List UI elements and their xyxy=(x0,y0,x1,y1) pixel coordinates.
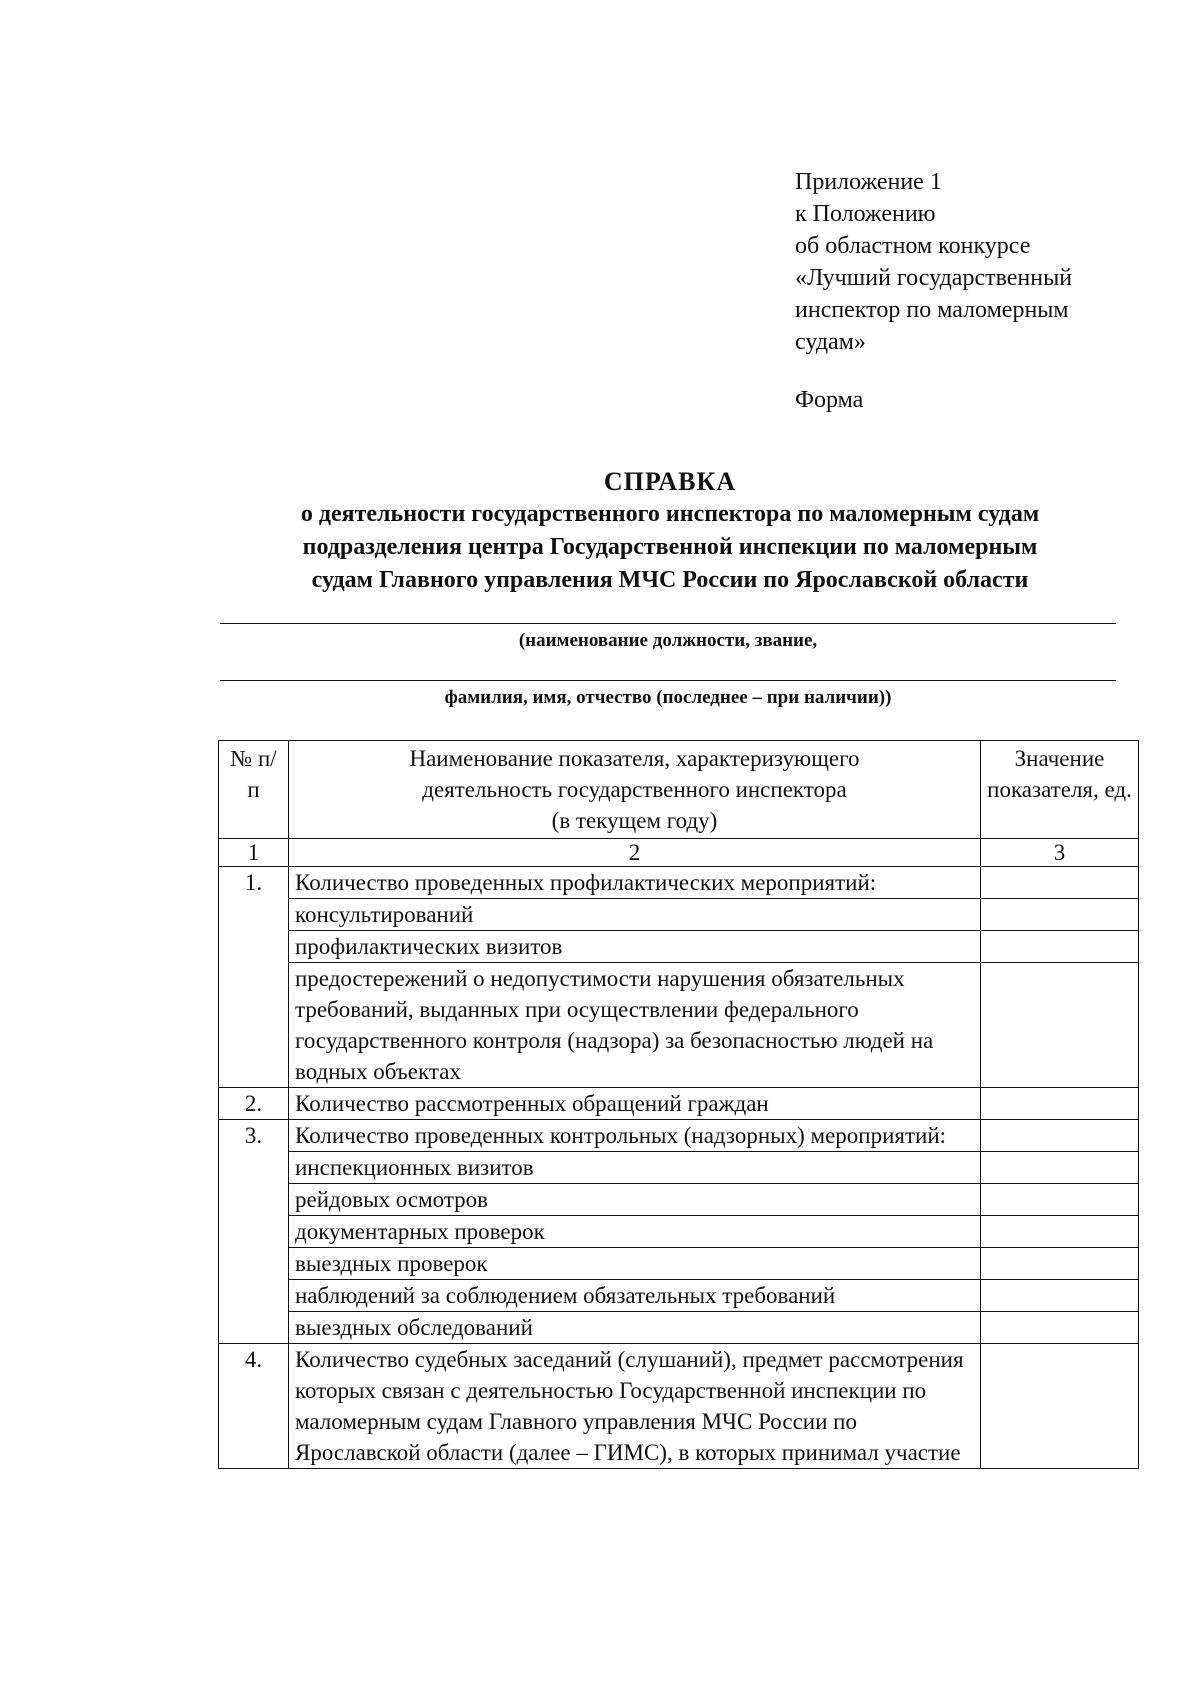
row-number xyxy=(219,1152,289,1184)
row-value-cell[interactable] xyxy=(981,867,1139,899)
title-line: подразделения центра Государственной инспекции по маломерным xyxy=(302,534,1038,560)
table-row xyxy=(219,1344,1139,1469)
table-row xyxy=(219,899,1139,931)
table-row xyxy=(219,867,1139,899)
header-number: № п/п xyxy=(219,741,289,839)
row-number: 2. xyxy=(219,1088,289,1120)
row-number xyxy=(219,1248,289,1280)
row-value-cell[interactable] xyxy=(981,963,1139,1088)
row-number xyxy=(219,963,289,1088)
appendix-block xyxy=(795,166,1072,358)
row-indicator: Количество рассмотренных обращений граждан xyxy=(289,1088,981,1120)
header-indicator-line: (в текущем году) xyxy=(551,808,718,833)
appendix-line: инспектор по маломерным xyxy=(795,297,1069,323)
indicators-table xyxy=(218,740,1139,1469)
row-value-cell[interactable] xyxy=(981,1152,1139,1184)
row-value-cell[interactable] xyxy=(981,1248,1139,1280)
document-title xyxy=(180,466,1160,597)
table-row xyxy=(219,1088,1139,1120)
header-indicator xyxy=(289,741,981,839)
row-indicator: Количество проведенных контрольных (надзорных) мероприятий: xyxy=(289,1120,981,1152)
row-value-cell[interactable] xyxy=(981,1216,1139,1248)
row-indicator: Количество судебных заседаний (слушаний), предмет рассмотрения которых связан с деятельностью Государственной инспекции по маломерным судам Главного управления МЧС России по Ярославской области (далее – ГИМС), в которых принимал участие xyxy=(289,1344,981,1469)
row-indicator: Количество проведенных профилактических мероприятий: xyxy=(289,867,981,899)
row-number xyxy=(219,1280,289,1312)
appendix-line: судам» xyxy=(795,329,866,355)
row-indicator: профилактических визитов xyxy=(289,931,981,963)
appendix-line: к Положению xyxy=(795,201,936,227)
row-number: 4. xyxy=(219,1344,289,1469)
row-value-cell[interactable] xyxy=(981,1184,1139,1216)
row-number xyxy=(219,1312,289,1344)
appendix-line: «Лучший государственный xyxy=(795,265,1073,291)
table-row xyxy=(219,1280,1139,1312)
row-indicator: выездных обследований xyxy=(289,1312,981,1344)
title-line: о деятельности государственного инспектора по маломерным судам xyxy=(300,501,1040,527)
name-caption: фамилия, имя, отчество (последнее – при наличии)) xyxy=(444,687,892,708)
column-number: 2 xyxy=(289,839,981,867)
column-number: 1 xyxy=(219,839,289,867)
row-value-cell[interactable] xyxy=(981,1280,1139,1312)
row-number xyxy=(219,899,289,931)
row-number xyxy=(219,931,289,963)
appendix-line: об областном конкурсе xyxy=(795,233,1031,259)
name-fill-line xyxy=(220,680,1116,681)
row-value-cell[interactable] xyxy=(981,1312,1139,1344)
row-indicator: предостережений о недопустимости нарушения обязательных требований, выданных при осуществлении федерального государственного контроля (надзора) за безопасностью людей на водных объектах xyxy=(289,963,981,1088)
column-number-row xyxy=(219,839,1139,867)
row-number xyxy=(219,1216,289,1248)
position-caption: (наименование должности, звание, xyxy=(518,630,818,651)
row-indicator: консультирований xyxy=(289,899,981,931)
appendix-line: Приложение 1 xyxy=(795,169,942,195)
row-value-cell[interactable] xyxy=(981,1120,1139,1152)
row-value-cell[interactable] xyxy=(981,1088,1139,1120)
row-indicator: наблюдений за соблюдением обязательных требований xyxy=(289,1280,981,1312)
row-number xyxy=(219,1184,289,1216)
table-row xyxy=(219,1248,1139,1280)
row-value-cell[interactable] xyxy=(981,931,1139,963)
table-row xyxy=(219,1312,1139,1344)
row-value-cell[interactable] xyxy=(981,1344,1139,1469)
table-row xyxy=(219,1216,1139,1248)
title-main: СПРАВКА xyxy=(603,467,737,496)
row-indicator: инспекционных визитов xyxy=(289,1152,981,1184)
title-line: судам Главного управления МЧС России по Ярославской области xyxy=(311,567,1029,593)
table-row xyxy=(219,1184,1139,1216)
row-indicator: выездных проверок xyxy=(289,1248,981,1280)
header-indicator-line: Наименование показателя, характеризующего xyxy=(409,746,860,771)
table-row xyxy=(219,1120,1139,1152)
table-row xyxy=(219,963,1139,1088)
row-indicator: документарных проверок xyxy=(289,1216,981,1248)
header-indicator-line: деятельность государственного инспектора xyxy=(422,777,847,802)
row-number: 1. xyxy=(219,867,289,899)
row-value-cell[interactable] xyxy=(981,899,1139,931)
position-fill-line xyxy=(220,623,1116,624)
column-number: 3 xyxy=(981,839,1139,867)
row-indicator: рейдовых осмотров xyxy=(289,1184,981,1216)
row-number: 3. xyxy=(219,1120,289,1152)
table-row xyxy=(219,1152,1139,1184)
header-value: Значение показателя, ед. xyxy=(981,741,1139,839)
table-row xyxy=(219,931,1139,963)
form-label: Форма xyxy=(795,387,864,413)
table-header-row xyxy=(219,741,1139,839)
